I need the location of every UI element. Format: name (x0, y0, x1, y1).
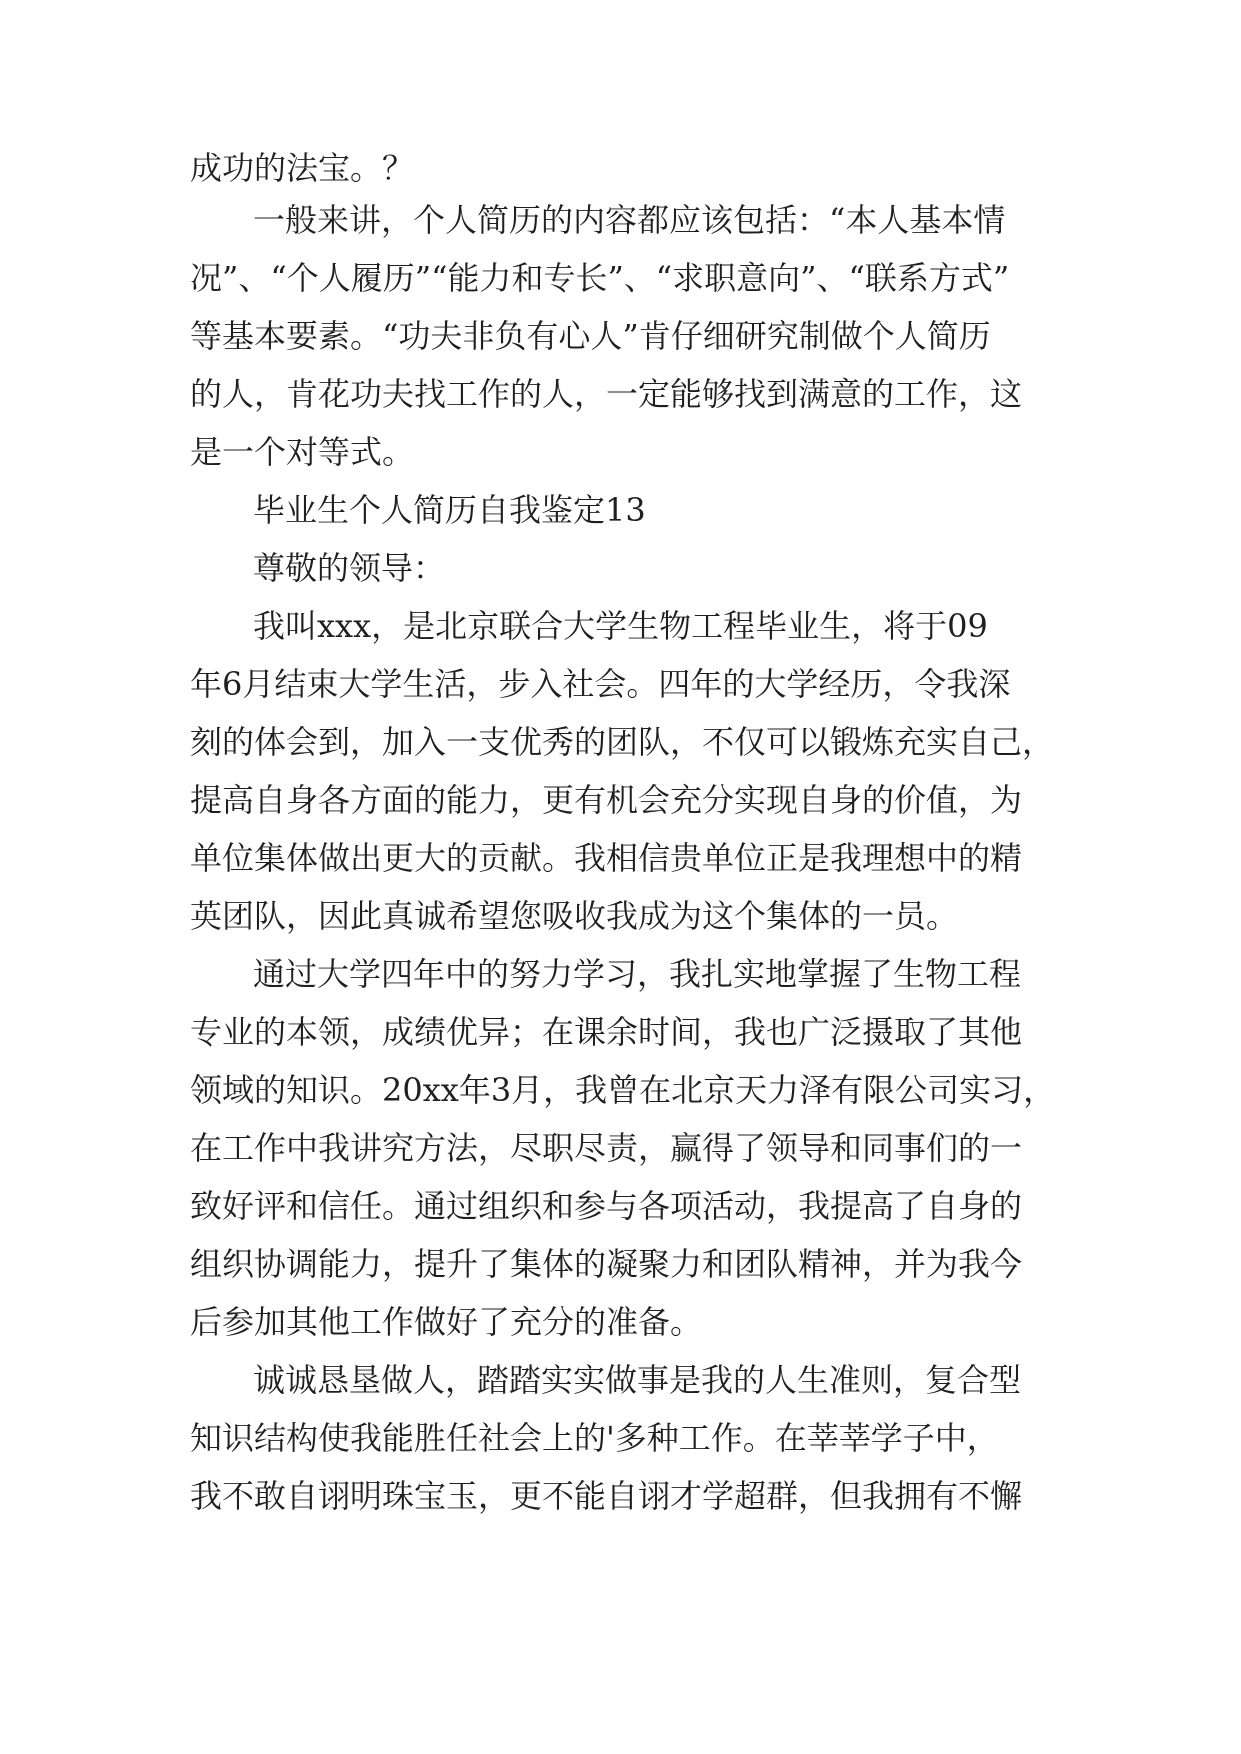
text-line: 的人，肯花功夫找工作的人，一定能够找到满意的工作，这 (190, 375, 1023, 413)
salutation: 尊敬的领导： (253, 549, 446, 587)
paragraph-first-line: 诚诚恳垦做人，踏踏实实做事是我的人生准则，复合型 (253, 1361, 1022, 1399)
text-line: 成功的法宝。？ (190, 149, 415, 187)
text-line: 况”、“个人履历”“能力和专长”、“求职意向”、“联系方式” (190, 259, 1010, 297)
text-line: 专业的本领，成绩优异；在课余时间，我也广泛摄取了其他 (190, 1013, 1023, 1051)
text-line: 后参加其他工作做好了充分的准备。 (190, 1303, 703, 1341)
paragraph-first-line: 我叫xxx，是北京联合大学生物工程毕业生，将于09 (253, 607, 988, 645)
text-line: 知识结构使我能胜任社会上的'多种工作。在莘莘学子中， (190, 1419, 999, 1457)
text-line: 年6月结束大学生活，步入社会。四年的大学经历，令我深 (190, 665, 1011, 703)
text-line: 是一个对等式。 (190, 433, 415, 471)
text-line: 致好评和信任。通过组织和参与各项活动，我提高了自身的 (190, 1187, 1023, 1225)
text-line: 等基本要素。“功夫非负有心人”肯仔细研究制做个人简历 (190, 317, 991, 355)
text-line: 领域的知识。20xx年3月，我曾在北京天力泽有限公司实习， (190, 1071, 1056, 1109)
text-line: 在工作中我讲究方法，尽职尽责，赢得了领导和同事们的一 (190, 1129, 1023, 1167)
paragraph-first-line: 一般来讲，个人简历的内容都应该包括：“本人基本情 (253, 201, 1006, 239)
text-line: 组织协调能力，提升了集体的凝聚力和团队精神，并为我今 (190, 1245, 1023, 1283)
text-line: 提高自身各方面的能力，更有机会充分实现自身的价值，为 (190, 781, 1023, 819)
paragraph-first-line: 通过大学四年中的努力学习，我扎实地掌握了生物工程 (253, 955, 1022, 993)
text-line: 单位集体做出更大的贡献。我相信贵单位正是我理想中的精 (190, 839, 1023, 877)
text-line: 英团队，因此真诚希望您吸收我成为这个集体的一员。 (190, 897, 959, 935)
text-line: 我不敢自诩明珠宝玉，更不能自诩才学超群，但我拥有不懈 (190, 1477, 1023, 1515)
section-heading: 毕业生个人简历自我鉴定13 (253, 491, 646, 529)
text-line: 刻的体会到，加入一支优秀的团队，不仅可以锻炼充实自己， (190, 723, 1055, 761)
